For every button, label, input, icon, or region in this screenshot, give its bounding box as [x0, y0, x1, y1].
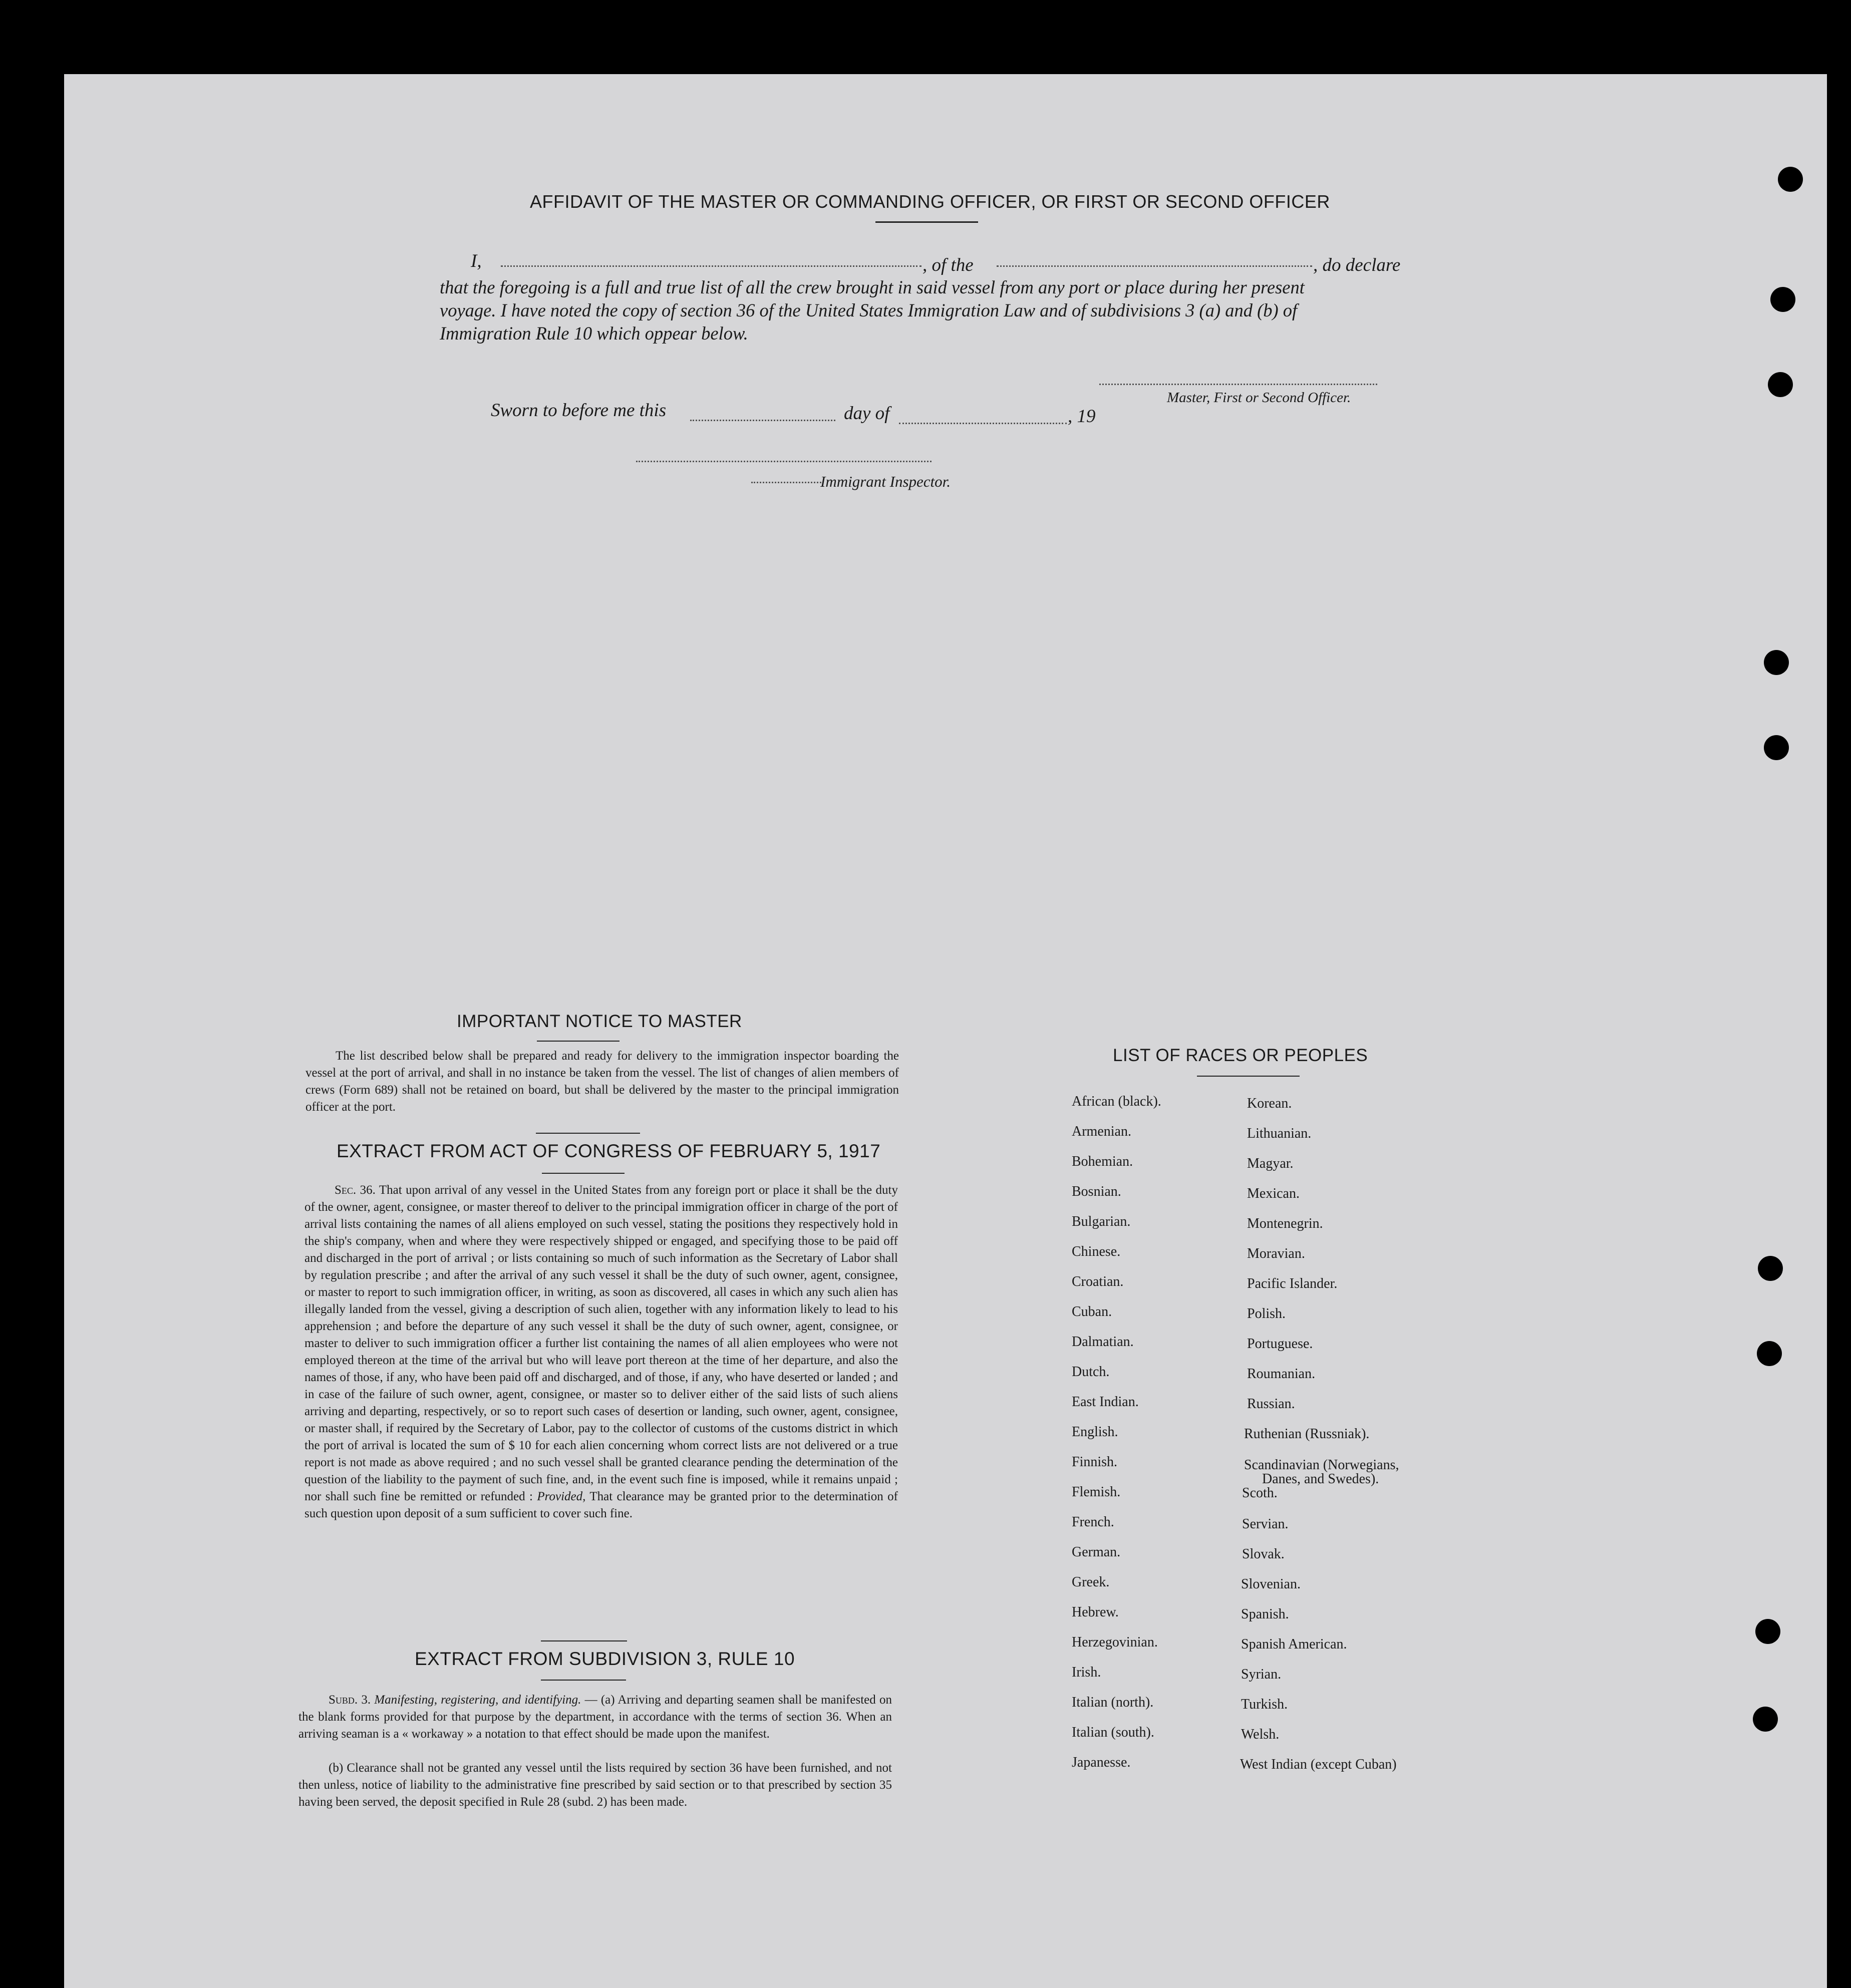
- race-item: Irish.: [1072, 1665, 1101, 1680]
- races-title: LIST OF RACES OR PEOPLES: [1113, 1046, 1368, 1065]
- notice-text: The list described below shall be prepared and ready for delivery to the immigration inspector boarding the vessel at the port of arrival, and shall in no instance be taken from the vessel. The list of changes of alien members of crews (Form 689) shall not be retained on board, but shall be delivered by the master to the principal immigration officer at the port.: [305, 1049, 899, 1114]
- punch-hole-icon: [1764, 650, 1789, 675]
- race-item: Syrian.: [1241, 1667, 1282, 1682]
- race-item: Chinese.: [1072, 1244, 1121, 1259]
- race-item: Greek.: [1072, 1574, 1110, 1590]
- notice-title: IMPORTANT NOTICE TO MASTER: [457, 1012, 742, 1031]
- race-item: Croatian.: [1072, 1274, 1124, 1289]
- act-text: [304, 1182, 898, 1522]
- race-item: Japanesse.: [1072, 1755, 1131, 1770]
- race-item: Bohemian.: [1072, 1154, 1133, 1169]
- race-item: German.: [1072, 1544, 1121, 1560]
- divider: [875, 221, 978, 223]
- race-item: Dutch.: [1072, 1364, 1110, 1380]
- race-item: Bulgarian.: [1072, 1214, 1131, 1229]
- divider: [537, 1041, 620, 1042]
- race-item: Servian.: [1242, 1516, 1289, 1532]
- race-item: Spanish American.: [1241, 1636, 1347, 1652]
- race-item: Polish.: [1247, 1306, 1286, 1321]
- inspector-signature-field-lead: [751, 482, 821, 483]
- affidavit-line-4: Immigration Rule 10 which oppear below.: [440, 323, 748, 344]
- race-item: Turkish.: [1241, 1697, 1288, 1712]
- race-item: Welsh.: [1241, 1727, 1280, 1742]
- subd-title: Manifesting, registering, and identifying.: [374, 1693, 581, 1707]
- rule-para-a: [298, 1692, 892, 1743]
- divider: [1197, 1076, 1300, 1077]
- provided-label: Provided,: [537, 1490, 586, 1503]
- day-of-label: day of: [844, 403, 890, 424]
- punch-hole-icon: [1778, 167, 1803, 192]
- race-item: Flemish.: [1072, 1484, 1121, 1500]
- act-title: EXTRACT FROM ACT OF CONGRESS OF FEBRUARY 5, 1917: [337, 1141, 881, 1161]
- race-item: Scandinavian (Norwegians,: [1244, 1457, 1399, 1473]
- race-item: Spanish.: [1241, 1606, 1289, 1622]
- race-item: Italian (south).: [1072, 1725, 1154, 1740]
- punch-hole-icon: [1757, 1341, 1782, 1366]
- race-item: Slovak.: [1242, 1546, 1285, 1562]
- race-item: Roumanian.: [1247, 1366, 1316, 1382]
- divider: [536, 1133, 640, 1134]
- race-item: Mexican.: [1247, 1186, 1300, 1201]
- section-label: Sec. 36.: [335, 1183, 376, 1197]
- race-item: East Indian.: [1072, 1394, 1139, 1410]
- race-item: Armenian.: [1072, 1124, 1131, 1139]
- subd-number: 3.: [361, 1693, 371, 1707]
- inspector-signature-field[interactable]: [636, 461, 932, 462]
- race-item: Pacific Islander.: [1247, 1276, 1338, 1291]
- punch-hole-icon: [1753, 1707, 1778, 1732]
- sworn-month-field[interactable]: [899, 423, 1067, 424]
- year-label: , 19: [1068, 406, 1096, 427]
- race-item: African (black).: [1072, 1094, 1161, 1109]
- subd-para-a: — (a) Arriving and departing seamen shall be manifested on the blank forms provided for that purpose by the department, in accordance with the terms of section 36. When an arriving seaman is a « workaway » a notation to that effect should be made upon the manifest.: [298, 1693, 892, 1741]
- vessel-name-field[interactable]: [997, 265, 1312, 267]
- race-item: Portuguese.: [1247, 1336, 1313, 1352]
- race-item: Lithuanian.: [1247, 1126, 1312, 1141]
- rule-title: EXTRACT FROM SUBDIVISION 3, RULE 10: [415, 1648, 795, 1669]
- divider: [541, 1680, 626, 1681]
- punch-hole-icon: [1758, 1256, 1783, 1281]
- act-body: That upon arrival of any vessel in the United States from any foreign port or place it shall be the duty of the owner, agent, consignee, or master thereof to deliver to the principal immigration officer in charge of the port of arrival lists containing the names of all aliens employed on such vessel, stating the positions they respectively hold in the ship's company, when and where they were respectively shipped or engaged, and specifying those to be paid off and discharged in the port of arrival ; or lists containing so much of such information as the Secretary of Labor shall by regulation prescribe ; and after the arrival of any such vessel it shall be the duty of such owner, agent, consignee, or master to report to such immigration officer, in writing, as soon as discovered, all cases in which any such alien has illegally landed from the vessel, giving a description of such alien, together with any information likely to lead to his apprehension ; and before the departure of any such vessel it shall be the duty of such owner, agent, consignee, or master to deliver to such immigration officer a further list containing the names of all alien employees who were not employed thereon at the time of the arrival but who will leave port thereon at the time of her departure, and also the names of those, if any, who have been paid off and discharged, and of those, if any, who have deserted or landed ; and in case of the failure of such owner, agent, consignee, or master so to deliver either of the said lists of such aliens arriving and departing, respectively, or so to report such cases of desertion or landing, such owner, agent, consignee, or master shall, if required by the Secretary of Labor, pay to the collector of customs of the customs district in which the port of arrival is located the sum of $ 10 for each alien concerning whom correct lists are not delivered or a true report is not made as above required ; and no such vessel shall be granted clearance pending the determination of the question of the liability to the payment of such fine, and, in the event such fine is imposed, while it remains unpaid ; nor shall such fine be remitted or refunded :: [304, 1183, 898, 1503]
- race-item: Hebrew.: [1072, 1604, 1119, 1620]
- do-declare-label: , do declare: [1313, 255, 1401, 275]
- race-item: Montenegrin.: [1247, 1216, 1323, 1231]
- affidavit-line-3: voyage. I have noted the copy of section 36 of the United States Immigration Law and of subdivisions 3 (a) and (b) of: [440, 300, 1298, 320]
- punch-hole-icon: [1755, 1619, 1780, 1644]
- affidavit-title: AFFIDAVIT OF THE MASTER OR COMMANDING OFFICER, OR FIRST OR SECOND OFFICER: [530, 191, 1330, 212]
- race-item: Dalmatian.: [1072, 1334, 1134, 1350]
- master-signature-field[interactable]: [1099, 384, 1377, 385]
- of-the-label: , of the: [922, 255, 974, 275]
- race-item: Herzegovinian.: [1072, 1634, 1158, 1650]
- race-item: Moravian.: [1247, 1246, 1305, 1261]
- punch-hole-icon: [1768, 372, 1793, 397]
- declarant-label: I,: [471, 251, 482, 271]
- race-item: Finnish.: [1072, 1454, 1118, 1470]
- race-item: Danes, and Swedes).: [1262, 1471, 1379, 1487]
- inspector-label: Immigrant Inspector.: [820, 473, 951, 490]
- race-item: Bosnian.: [1072, 1184, 1121, 1199]
- race-item: Magyar.: [1247, 1156, 1294, 1171]
- race-item: Slovenian.: [1241, 1576, 1301, 1592]
- divider: [542, 1173, 625, 1174]
- punch-hole-icon: [1770, 287, 1795, 312]
- race-item: Cuban.: [1072, 1304, 1112, 1319]
- sworn-label: Sworn to before me this: [491, 400, 667, 421]
- race-item: Russian.: [1247, 1396, 1295, 1412]
- declarant-name-field[interactable]: [501, 265, 921, 267]
- act-body-end: That clearance may be granted prior to the determination of such question upon deposit of a sum sufficient to cover such fine.: [304, 1490, 898, 1520]
- race-item: Italian (north).: [1072, 1695, 1154, 1710]
- divider: [541, 1640, 627, 1641]
- race-item: Scoth.: [1242, 1485, 1278, 1501]
- sworn-day-field[interactable]: [690, 420, 835, 421]
- punch-hole-icon: [1764, 735, 1789, 760]
- race-item: Ruthenian (Russniak).: [1244, 1426, 1370, 1442]
- race-item: English.: [1072, 1424, 1118, 1440]
- race-item: Korean.: [1247, 1096, 1292, 1111]
- affidavit-line-2: that the foregoing is a full and true list of all the crew brought in said vessel from any port or place during her present: [440, 277, 1305, 297]
- race-item: French.: [1072, 1514, 1114, 1530]
- subd-label: Subd.: [329, 1693, 358, 1707]
- master-signature-label: Master, First or Second Officer.: [1167, 390, 1351, 406]
- race-item: West Indian (except Cuban): [1240, 1757, 1397, 1772]
- rule-para-b: (b) Clearance shall not be granted any vessel until the lists required by section 36 have been furnished, and not then unless, notice of liability to the administrative fine prescribed by said section or to that prescribed by section 35 having been served, the deposit specified in Rule 28 (subd. 2) has been made.: [298, 1761, 892, 1809]
